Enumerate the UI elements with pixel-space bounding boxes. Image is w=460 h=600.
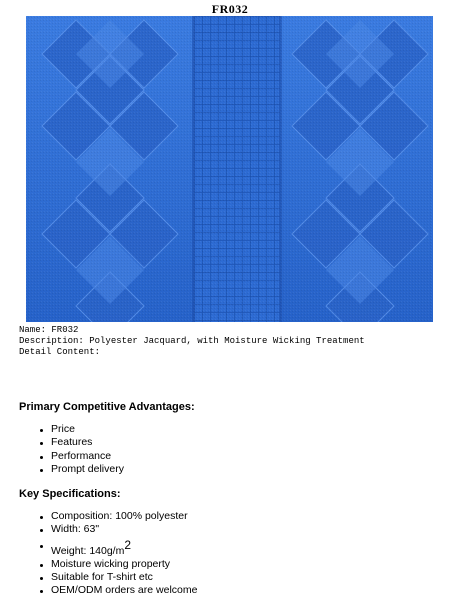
list-item: Prompt delivery [38, 463, 124, 476]
advantages-list [38, 423, 124, 476]
advantages-heading: Primary Competitive Advantages: [19, 401, 195, 413]
list-item: Composition: 100% polyester [38, 510, 197, 523]
weight-superscript: 2 [124, 537, 132, 552]
list-item: Width: 63" [38, 523, 197, 536]
list-item: Moisture wicking property [38, 558, 197, 571]
product-meta [19, 325, 365, 358]
fabric-photo [26, 16, 433, 322]
product-description: Description: Polyester Jacquard, with Moisture Wicking Treatment [19, 336, 365, 346]
specs-list [38, 510, 197, 598]
detail-content-label: Detail Content: [19, 347, 101, 357]
list-item: Price [38, 423, 124, 436]
page-title: FR032 [211, 2, 249, 16]
list-item: OEM/ODM orders are welcome [38, 584, 197, 597]
list-item: Performance [38, 450, 124, 463]
product-name: Name: FR032 [19, 325, 79, 335]
list-item [38, 539, 197, 558]
list-item: Features [38, 436, 124, 449]
weight-text: Weight: 140g/m [51, 544, 125, 557]
specs-heading: Key Specifications: [19, 488, 121, 500]
list-item: Suitable for T-shirt etc [38, 571, 197, 584]
